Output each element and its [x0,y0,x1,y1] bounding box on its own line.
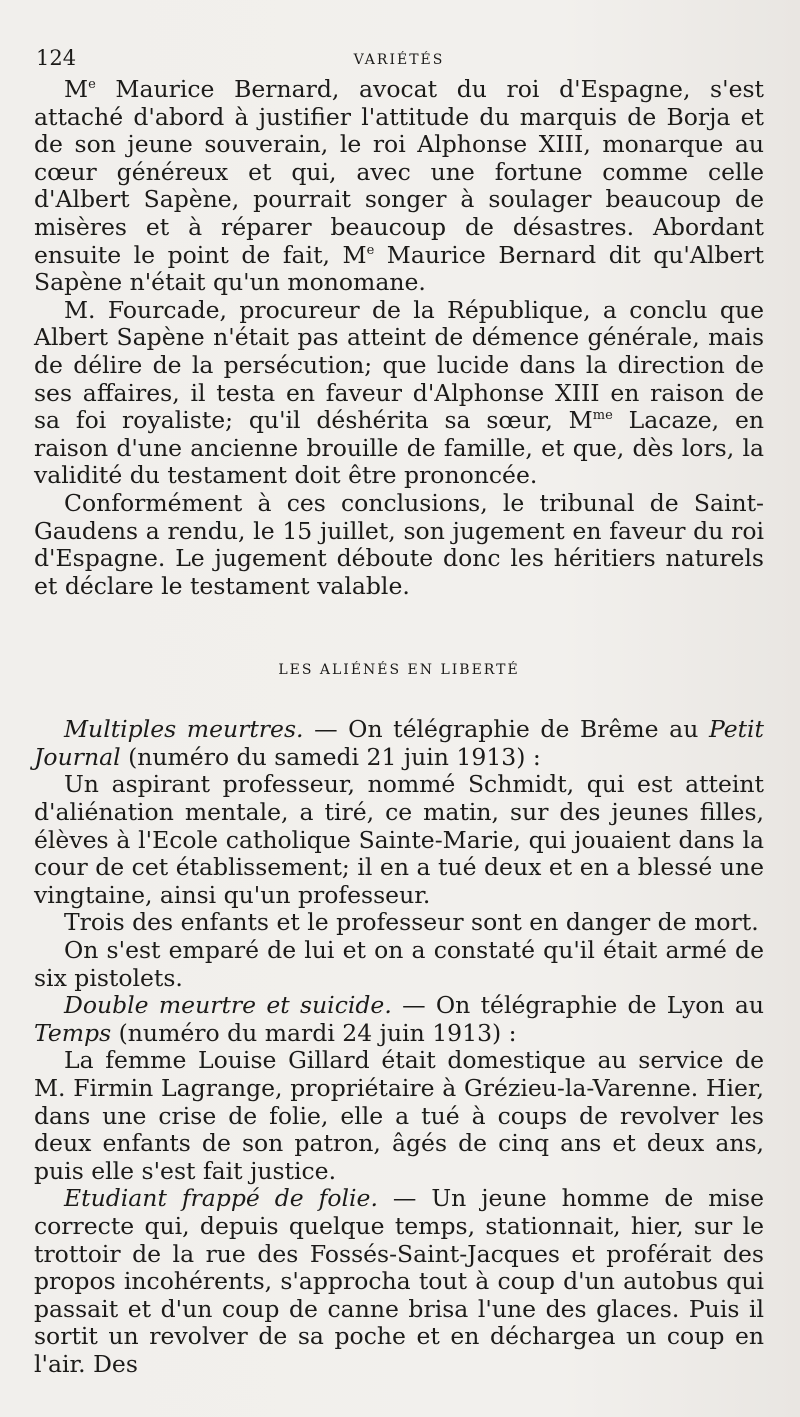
paragraph: La femme Louise Gillard était domestique au service de M. Firmin Lagrange, propriétaire à Grézieu-la-Varenne. Hier, dans une crise de folie, elle a tué à coups de revolver les deux enfants de son patron, âgés de cinq ans et deux ans, puis elle s'est fait justice. [34,1046,764,1185]
paragraph: Conformément à ces conclusions, le tribunal de Saint-Gaudens a rendu, le 15 juillet, son jugement en faveur du roi d'Espagne. Le jugement déboute donc les héritiers naturels et déclare le testament valable. [34,488,764,600]
section-title: LES ALIÉNÉS EN LIBERTÉ [278,662,520,679]
paragraph: M. Fourcade, procureur de la République, a conclu que Albert Sapène n'était pas atteint de démence générale, mais de délire de la persécution; que lucide dans la direction de ses affaires, il testa en faveur d'Alphonse XIII en raison de sa foi royaliste; qu'il déshérita sa sœur, $M^{me}$ Lacaze, en raison d'une ancienne brouille de famille, et que, dès lors, la validité du testament doit être prononcée. [34,295,764,490]
article-lead: Double meurtre et suicide. — On télégraphie de Lyon au Temps (numéro du mardi 24 juin 1913) : [34,991,764,1047]
paragraph: Me Maurice Bernard, avocat du roi d'Espagne, s'est attaché d'abord à justifier l'attitude du marquis de Borja et de son jeune souverain, le roi Alphonse XIII, monarque au cœur généreux et qui, avec une fortune comme celle d'Albert Sapène, pourrait songer à soulager beaucoup de misères et à réparer beaucoup de désastres. Abordant ensuite le point de fait, Me Maurice Bernard dit qu'Albert Sapène n'était qu'un monomane. [34,75,764,297]
page-number: 124 [36,46,77,70]
running-header [34,42,764,76]
paragraph: Un aspirant professeur, nommé Schmidt, qui est atteint d'aliénation mentale, a tiré, ce matin, sur des jeunes filles, élèves à l'Ecole catholique Sainte-Marie, qui jouaient dans la cour de cet établissement; il en a tué deux et en a blessé une vingtaine, ainsi qu'un professeur. [34,770,764,909]
running-title: VARIÉTÉS [353,52,445,68]
article-lead: Multiples meurtres. — On télégraphie de Brême au Petit Journal (numéro du samedi 21 juin 1913) : [34,715,765,771]
paragraph: On s'est emparé de lui et on a constaté qu'il était armé de six pistolets. [34,936,764,992]
paragraph: Trois des enfants et le professeur sont en danger de mort. [64,908,759,937]
article-lead: Etudiant frappé de folie. — Un jeune homme de mise correcte qui, depuis quelque temps, stationnait, hier, sur le trottoir de la rue des Fossés-Saint-Jacques et proférait des propos incohérents, s'approcha tout à coup d'un autobus qui passait et d'un coup de canne brisa l'une des glaces. Puis il sortit un revolver de sa poche et en déchargea un coup en l'air. Des [34,1184,764,1378]
page-body [34,76,764,1379]
